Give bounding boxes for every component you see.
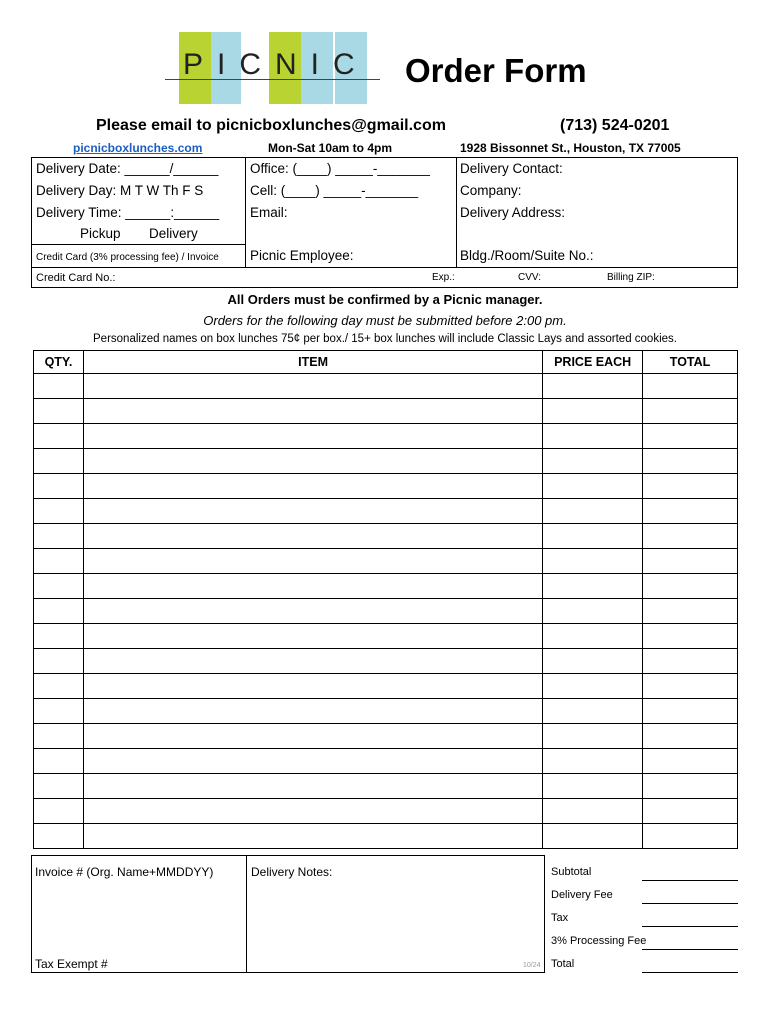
total-cell[interactable] bbox=[643, 599, 738, 624]
logo-text: PICNIC bbox=[183, 48, 369, 81]
form-version: 10/24 bbox=[523, 962, 541, 969]
divider bbox=[456, 158, 457, 267]
email-field[interactable]: Email: bbox=[250, 205, 288, 220]
total-header: TOTAL bbox=[643, 351, 738, 374]
total-cell[interactable] bbox=[643, 724, 738, 749]
total-cell[interactable] bbox=[643, 799, 738, 824]
price-each-cell[interactable] bbox=[543, 549, 643, 574]
price-each-header: PRICE EACH bbox=[543, 351, 643, 374]
processing-fee-label: 3% Processing Fee bbox=[551, 935, 647, 947]
qty-cell[interactable] bbox=[34, 424, 84, 449]
delivery-contact-field[interactable]: Delivery Contact: bbox=[460, 161, 563, 176]
item-cell[interactable] bbox=[83, 649, 542, 674]
processing-fee-line[interactable] bbox=[642, 949, 738, 950]
personalized-note: Personalized names on box lunches 75¢ per box./ 15+ box lunches will include Classic Lays and assorted cookies. bbox=[93, 333, 677, 345]
item-cell[interactable] bbox=[83, 499, 542, 524]
price-each-cell[interactable] bbox=[543, 449, 643, 474]
table-header-row bbox=[34, 351, 738, 374]
total-cell[interactable] bbox=[643, 649, 738, 674]
total-cell[interactable] bbox=[643, 824, 738, 849]
table-row bbox=[34, 724, 738, 749]
item-cell[interactable] bbox=[83, 574, 542, 599]
price-each-cell[interactable] bbox=[543, 574, 643, 599]
item-cell[interactable] bbox=[83, 399, 542, 424]
item-cell[interactable] bbox=[83, 824, 542, 849]
website-link[interactable]: picnicboxlunches.com bbox=[73, 141, 203, 155]
table-row bbox=[34, 524, 738, 549]
qty-cell[interactable] bbox=[34, 374, 84, 399]
item-cell[interactable] bbox=[83, 724, 542, 749]
item-cell[interactable] bbox=[83, 749, 542, 774]
table-row bbox=[34, 399, 738, 424]
price-each-cell[interactable] bbox=[543, 399, 643, 424]
item-header: ITEM bbox=[83, 351, 542, 374]
divider bbox=[32, 267, 737, 268]
price-each-cell[interactable] bbox=[543, 474, 643, 499]
item-cell[interactable] bbox=[83, 674, 542, 699]
price-each-cell[interactable] bbox=[543, 599, 643, 624]
item-cell[interactable] bbox=[83, 549, 542, 574]
delivery-address-field[interactable]: Delivery Address: bbox=[460, 205, 566, 220]
tax-label: Tax bbox=[551, 912, 569, 924]
delivery-notes-field[interactable]: Delivery Notes: bbox=[251, 865, 333, 879]
divider bbox=[246, 856, 247, 972]
qty-cell[interactable] bbox=[34, 599, 84, 624]
price-each-cell[interactable] bbox=[543, 749, 643, 774]
table-row bbox=[34, 824, 738, 849]
confirm-note: All Orders must be confirmed by a Picnic manager. bbox=[227, 292, 543, 307]
company-field[interactable]: Company: bbox=[460, 183, 522, 198]
price-each-cell[interactable] bbox=[543, 774, 643, 799]
price-each-cell[interactable] bbox=[543, 674, 643, 699]
picnic-logo bbox=[165, 32, 380, 104]
item-cell[interactable] bbox=[83, 424, 542, 449]
table-row bbox=[34, 674, 738, 699]
total-cell[interactable] bbox=[643, 399, 738, 424]
table-row bbox=[34, 499, 738, 524]
item-cell[interactable] bbox=[83, 474, 542, 499]
total-cell[interactable] bbox=[643, 574, 738, 599]
total-line[interactable] bbox=[642, 972, 738, 973]
item-cell[interactable] bbox=[83, 699, 542, 724]
card-cvv-field[interactable]: CVV: bbox=[518, 272, 541, 283]
office-phone-field[interactable]: Office: (____) _____-_______ bbox=[250, 161, 430, 176]
invoice-number-field[interactable]: Invoice # (Org. Name+MMDDYY) bbox=[35, 865, 214, 879]
total-cell[interactable] bbox=[643, 524, 738, 549]
price-each-cell[interactable] bbox=[543, 699, 643, 724]
total-label: Total bbox=[551, 958, 575, 970]
item-cell[interactable] bbox=[83, 374, 542, 399]
table-row bbox=[34, 749, 738, 774]
price-each-cell[interactable] bbox=[543, 649, 643, 674]
divider bbox=[32, 244, 245, 245]
total-cell[interactable] bbox=[643, 449, 738, 474]
qty-cell[interactable] bbox=[34, 824, 84, 849]
item-cell[interactable] bbox=[83, 524, 542, 549]
total-cell[interactable] bbox=[643, 674, 738, 699]
table-row bbox=[34, 574, 738, 599]
table-row bbox=[34, 424, 738, 449]
total-cell[interactable] bbox=[643, 699, 738, 724]
price-each-cell[interactable] bbox=[543, 624, 643, 649]
delivery-day-field[interactable]: Delivery Day: M T W Th F S bbox=[36, 183, 204, 198]
delivery-info-box bbox=[31, 157, 738, 288]
table-row bbox=[34, 599, 738, 624]
total-cell[interactable] bbox=[643, 499, 738, 524]
divider bbox=[245, 158, 246, 267]
billing-zip-field[interactable]: Billing ZIP: bbox=[607, 272, 655, 283]
qty-cell[interactable] bbox=[34, 549, 84, 574]
picnic-employee-field[interactable]: Picnic Employee: bbox=[250, 248, 354, 263]
price-each-cell[interactable] bbox=[543, 799, 643, 824]
business-hours: Mon-Sat 10am to 4pm bbox=[268, 141, 393, 155]
total-cell[interactable] bbox=[643, 774, 738, 799]
phone-number: (713) 524-0201 bbox=[560, 117, 670, 134]
table-row bbox=[34, 549, 738, 574]
delivery-time-field[interactable]: Delivery Time: ______:______ bbox=[36, 205, 220, 220]
qty-cell[interactable] bbox=[34, 499, 84, 524]
delivery-date-field[interactable]: Delivery Date: ______/______ bbox=[36, 161, 219, 176]
price-each-cell[interactable] bbox=[543, 424, 643, 449]
qty-cell[interactable] bbox=[34, 699, 84, 724]
store-address: 1928 Bissonnet St., Houston, TX 77005 bbox=[460, 141, 681, 155]
subtotal-label: Subtotal bbox=[551, 866, 592, 878]
total-cell[interactable] bbox=[643, 549, 738, 574]
qty-cell[interactable] bbox=[34, 474, 84, 499]
total-cell[interactable] bbox=[643, 624, 738, 649]
bldg-room-field[interactable]: Bldg./Room/Suite No.: bbox=[460, 248, 594, 263]
price-each-cell[interactable] bbox=[543, 824, 643, 849]
table-row bbox=[34, 449, 738, 474]
qty-header: QTY. bbox=[34, 351, 84, 374]
qty-cell[interactable] bbox=[34, 649, 84, 674]
table-row bbox=[34, 774, 738, 799]
qty-cell[interactable] bbox=[34, 724, 84, 749]
qty-cell[interactable] bbox=[34, 449, 84, 474]
table-row bbox=[34, 699, 738, 724]
qty-cell[interactable] bbox=[34, 749, 84, 774]
invoice-notes-box bbox=[31, 855, 545, 973]
item-cell[interactable] bbox=[83, 774, 542, 799]
price-each-cell[interactable] bbox=[543, 499, 643, 524]
price-each-cell[interactable] bbox=[543, 724, 643, 749]
qty-cell[interactable] bbox=[34, 399, 84, 424]
price-each-cell[interactable] bbox=[543, 374, 643, 399]
total-cell[interactable] bbox=[643, 424, 738, 449]
page-title: Order Form bbox=[405, 52, 587, 89]
payment-method-option[interactable]: Credit Card (3% processing fee) / Invoice bbox=[36, 252, 219, 263]
table-row bbox=[34, 624, 738, 649]
total-cell[interactable] bbox=[643, 474, 738, 499]
qty-cell[interactable] bbox=[34, 674, 84, 699]
table-row bbox=[34, 799, 738, 824]
qty-cell[interactable] bbox=[34, 574, 84, 599]
order-items-table bbox=[33, 350, 738, 849]
table-row bbox=[34, 374, 738, 399]
email-line: Please email to picnicboxlunches@gmail.com bbox=[96, 117, 446, 134]
table-row bbox=[34, 474, 738, 499]
qty-cell[interactable] bbox=[34, 799, 84, 824]
total-cell[interactable] bbox=[643, 749, 738, 774]
qty-cell[interactable] bbox=[34, 624, 84, 649]
item-cell[interactable] bbox=[83, 799, 542, 824]
tax-exempt-field[interactable]: Tax Exempt # bbox=[35, 957, 108, 971]
qty-cell[interactable] bbox=[34, 524, 84, 549]
total-cell[interactable] bbox=[643, 374, 738, 399]
qty-cell[interactable] bbox=[34, 774, 84, 799]
card-exp-field[interactable]: Exp.: bbox=[432, 272, 455, 283]
delivery-fee-label: Delivery Fee bbox=[551, 889, 613, 901]
subtotal-line[interactable] bbox=[642, 880, 738, 881]
item-cell[interactable] bbox=[83, 449, 542, 474]
item-cell[interactable] bbox=[83, 599, 542, 624]
table-row bbox=[34, 649, 738, 674]
price-each-cell[interactable] bbox=[543, 524, 643, 549]
credit-card-number-field[interactable]: Credit Card No.: bbox=[36, 272, 116, 284]
delivery-fee-line[interactable] bbox=[642, 903, 738, 904]
tax-line[interactable] bbox=[642, 926, 738, 927]
item-cell[interactable] bbox=[83, 624, 542, 649]
deadline-note: Orders for the following day must be submitted before 2:00 pm. bbox=[203, 313, 567, 328]
cell-phone-field[interactable]: Cell: (____) _____-_______ bbox=[250, 183, 419, 198]
pickup-option[interactable]: Pickup bbox=[80, 226, 121, 241]
delivery-option[interactable]: Delivery bbox=[149, 226, 198, 241]
